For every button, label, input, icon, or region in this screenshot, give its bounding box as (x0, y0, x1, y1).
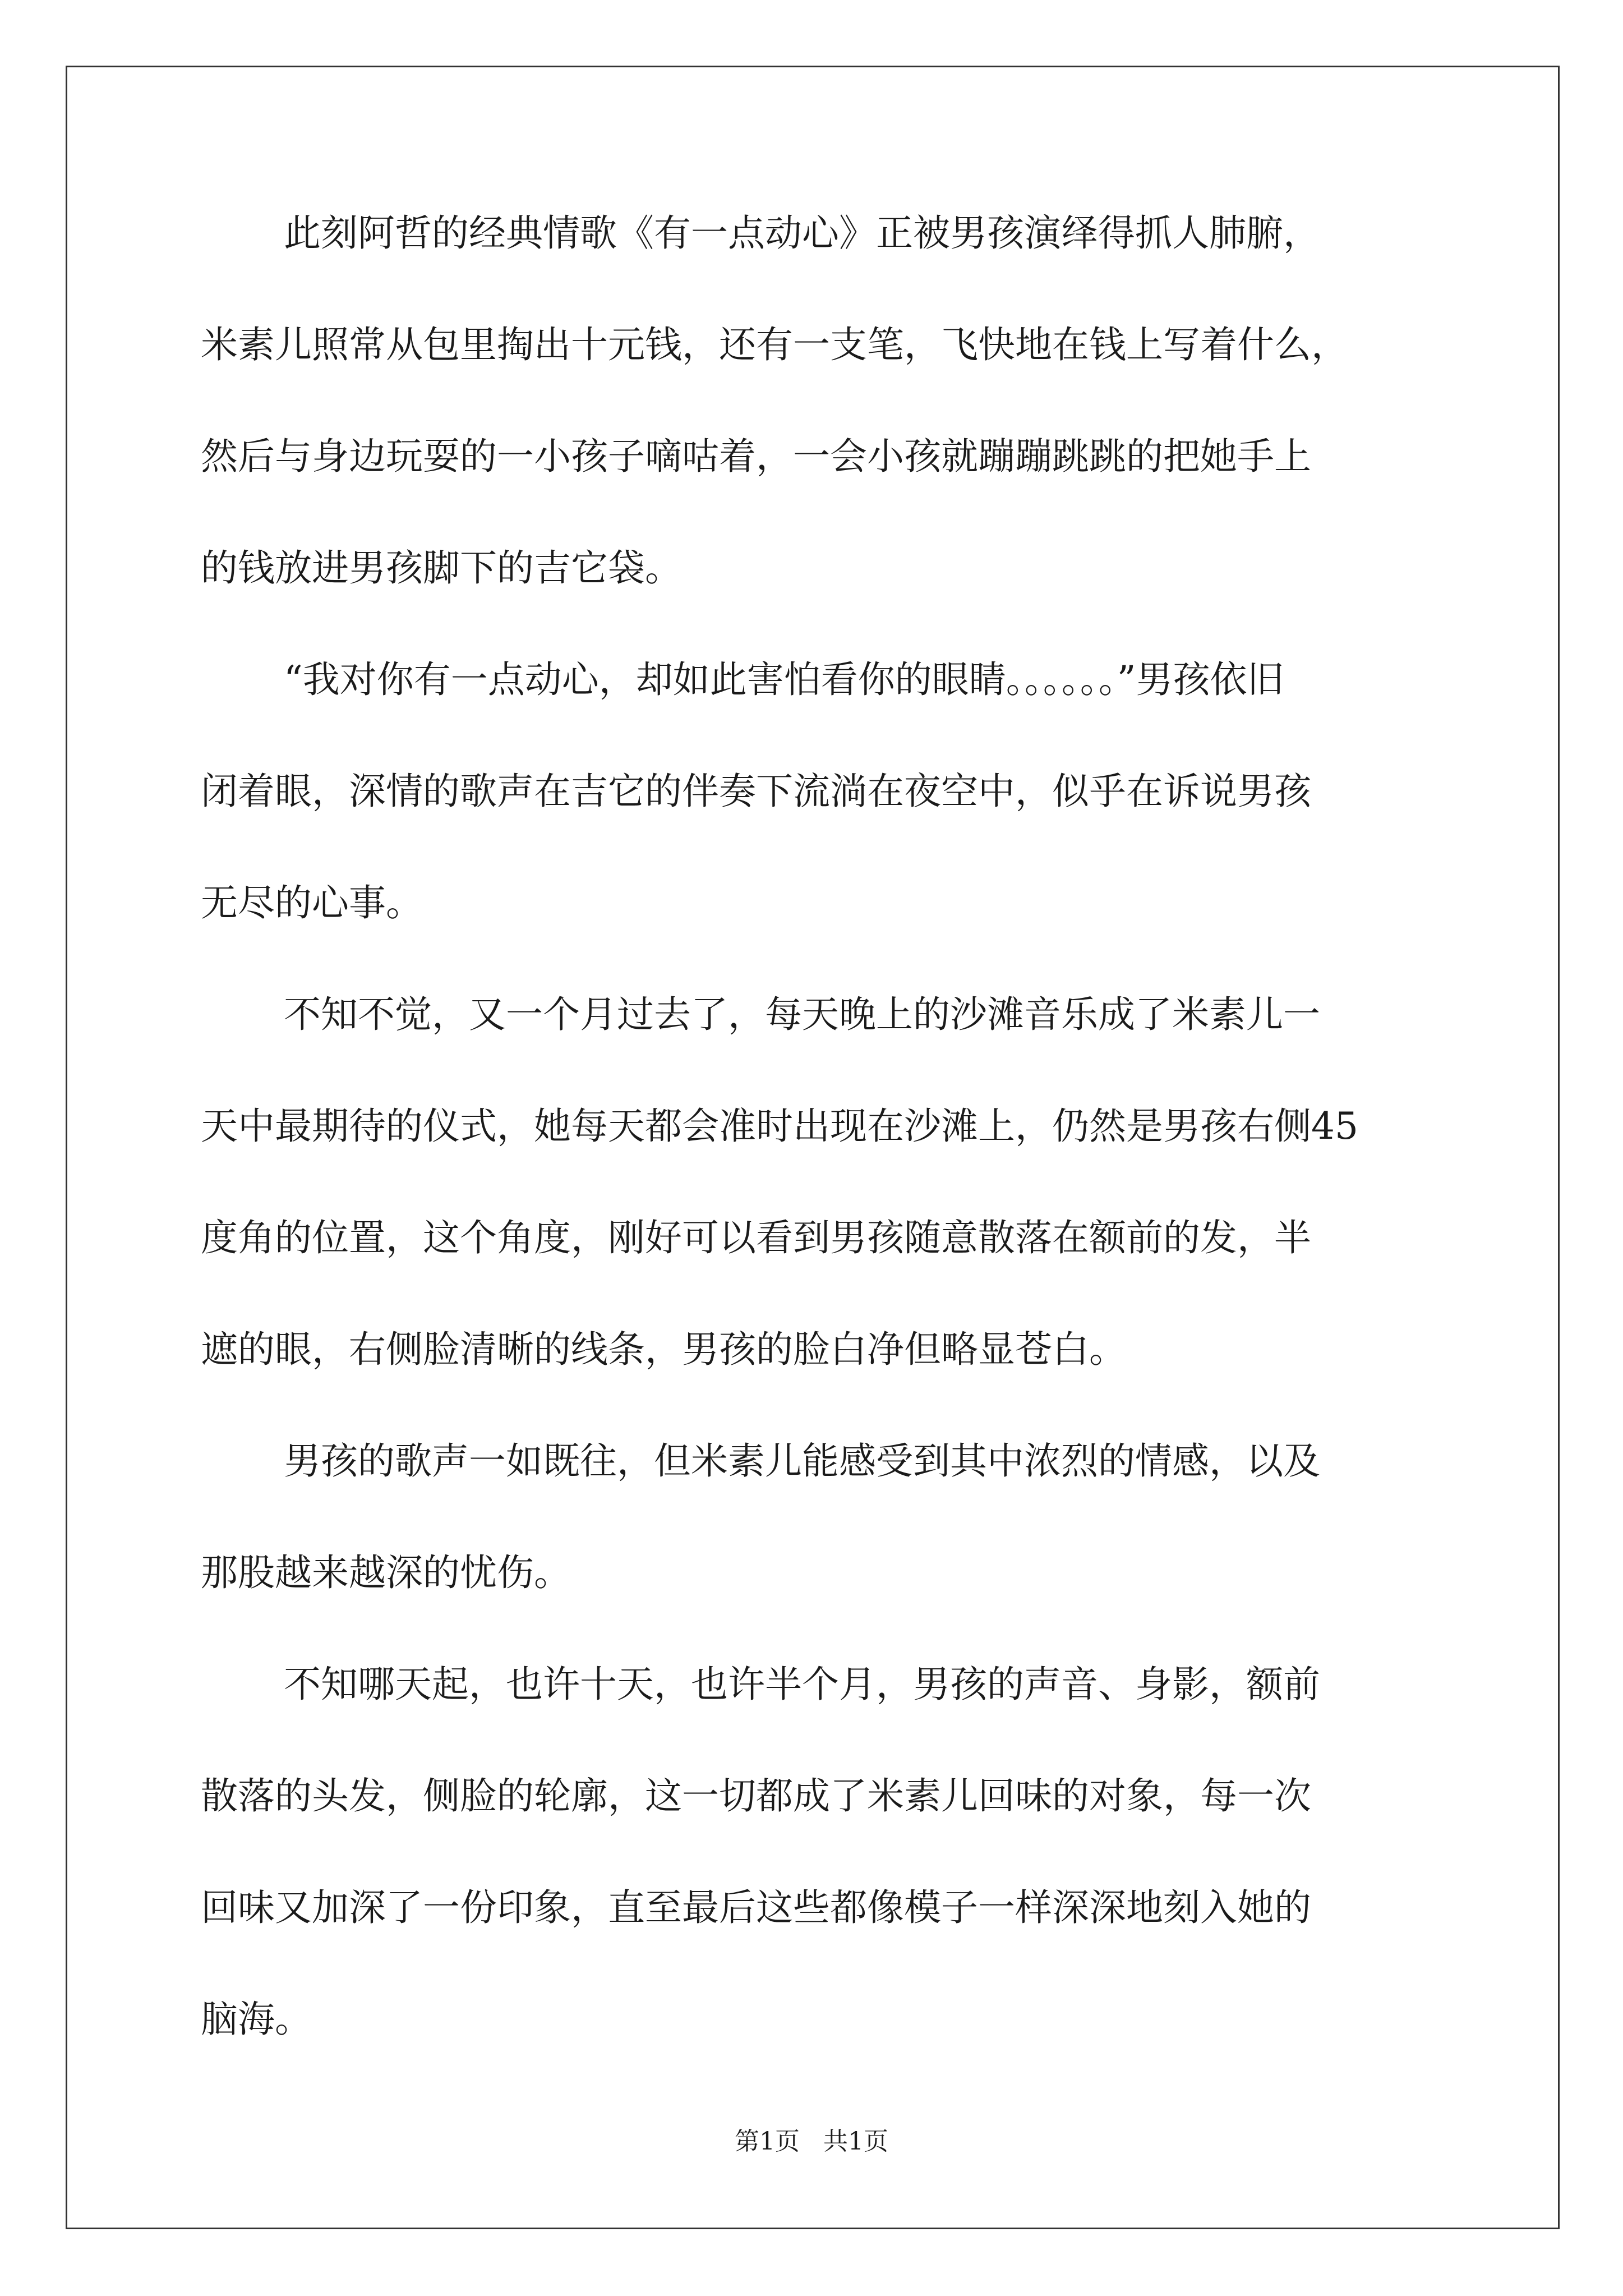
text-line: 然后与身边玩耍的一小孩子嘀咕着，一会小孩就蹦蹦跳跳的把她手上 (201, 435, 1311, 478)
text-line: 遮的眼，右侧脸清晰的线条，男孩的脸白净但略显苍白。 (201, 1328, 1126, 1371)
text-line: 不知哪天起，也许十天，也许半个月，男孩的声音、身影，额前 (284, 1663, 1320, 1706)
text-line: 男孩的歌声一如既往，但米素儿能感受到其中浓烈的情感，以及 (284, 1439, 1320, 1483)
text-line: 度角的位置，这个角度，刚好可以看到男孩随意散落在额前的发，半 (201, 1216, 1311, 1259)
text-line: 不知不觉，又一个月过去了，每天晚上的沙滩音乐成了米素儿一 (284, 993, 1320, 1036)
text-line: 无尽的心事。 (201, 881, 423, 924)
text-line: “我对你有一点动心，却如此害怕看你的眼睛。。。。。。”男孩依旧 (284, 658, 1284, 701)
text-line: 天中最期待的仪式，她每天都会准时出现在沙滩上，仍然是男孩右侧45 (201, 1105, 1358, 1148)
text-line: 回味又加深了一份印象，直至最后这些都像模子一样深深地刻入她的 (201, 1886, 1311, 1929)
text-line: 米素儿照常从包里掏出十元钱，还有一支笔，飞快地在钱上写着什么， (201, 323, 1348, 366)
text-line: 此刻阿哲的经典情歌《有一点动心》正被男孩演绎得抓人肺腑， (284, 211, 1320, 255)
text-line: 的钱放进男孩脚下的吉它袋。 (201, 546, 682, 590)
text-line: 脑海。 (201, 1998, 312, 2041)
text-line: 散落的头发，侧脸的轮廓，这一切都成了米素儿回味的对象，每一次 (201, 1774, 1311, 1818)
text-line: 闭着眼，深情的歌声在吉它的伴奏下流淌在夜空中，似乎在诉说男孩 (201, 770, 1311, 813)
page-number-footer: 第1页 共1页 (735, 2127, 888, 2156)
text-line: 那股越来越深的忧伤。 (201, 1551, 571, 1594)
